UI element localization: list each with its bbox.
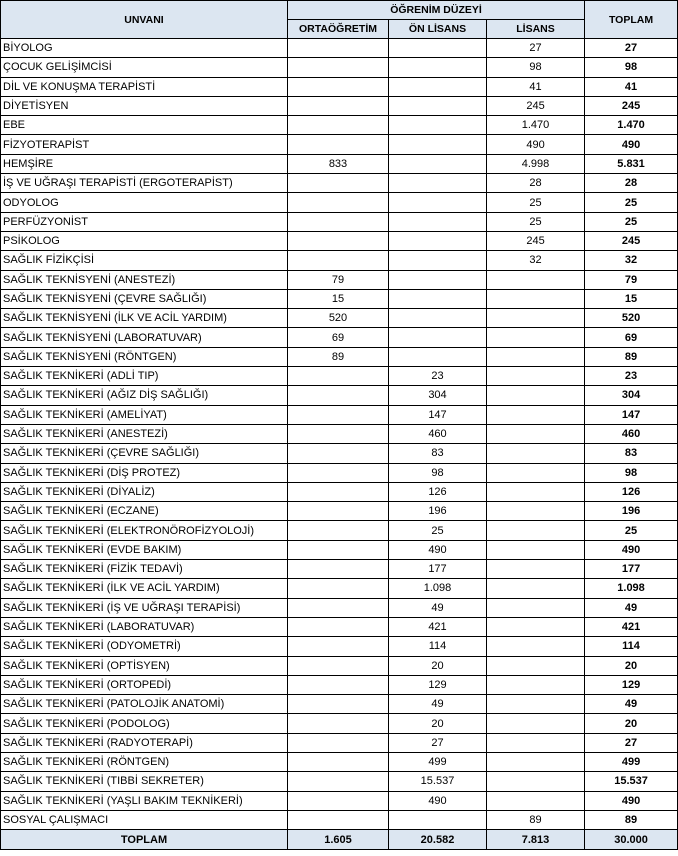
cell-unvani: SAĞLIK TEKNİKERİ (RÖNTGEN) xyxy=(1,752,288,771)
cell-on-lisans xyxy=(389,231,487,250)
table-row xyxy=(1,521,678,540)
cell-toplam: 490 xyxy=(585,791,678,810)
cell-unvani: SAĞLIK TEKNİKERİ (YAŞLI BAKIM TEKNİKERİ) xyxy=(1,791,288,810)
cell-toplam: 41 xyxy=(585,77,678,96)
cell-ortaogretim xyxy=(288,58,389,77)
cell-lisans: 98 xyxy=(487,58,585,77)
cell-on-lisans xyxy=(389,135,487,154)
cell-lisans xyxy=(487,772,585,791)
table-row xyxy=(1,656,678,675)
cell-on-lisans: 49 xyxy=(389,598,487,617)
cell-lisans xyxy=(487,540,585,559)
cell-ortaogretim xyxy=(288,405,389,424)
cell-unvani: SAĞLIK TEKNİKERİ (ANESTEZİ) xyxy=(1,424,288,443)
cell-on-lisans xyxy=(389,289,487,308)
cell-lisans: 28 xyxy=(487,174,585,193)
cell-ortaogretim: 89 xyxy=(288,347,389,366)
cell-lisans xyxy=(487,521,585,540)
header-lisans: LİSANS xyxy=(487,20,585,39)
cell-lisans xyxy=(487,695,585,714)
header-ortaogretim: ORTAÖĞRETİM xyxy=(288,20,389,39)
cell-on-lisans: 490 xyxy=(389,540,487,559)
cell-ortaogretim xyxy=(288,212,389,231)
cell-unvani: SAĞLIK TEKNİKERİ (ECZANE) xyxy=(1,502,288,521)
cell-unvani: DİYETİSYEN xyxy=(1,96,288,115)
cell-ortaogretim xyxy=(288,560,389,579)
cell-unvani: SAĞLIK TEKNİKERİ (FİZİK TEDAVİ) xyxy=(1,560,288,579)
table-row xyxy=(1,752,678,771)
table-header xyxy=(1,1,678,39)
cell-on-lisans xyxy=(389,328,487,347)
cell-lisans xyxy=(487,367,585,386)
table-row xyxy=(1,367,678,386)
cell-lisans xyxy=(487,386,585,405)
table-row xyxy=(1,560,678,579)
cell-toplam: 83 xyxy=(585,444,678,463)
cell-unvani: SAĞLIK TEKNİKERİ (OPTİSYEN) xyxy=(1,656,288,675)
cell-on-lisans: 20 xyxy=(389,656,487,675)
header-unvani: UNVANI xyxy=(1,1,288,39)
table-row xyxy=(1,598,678,617)
table-row xyxy=(1,695,678,714)
cell-toplam: 129 xyxy=(585,675,678,694)
cell-toplam: 69 xyxy=(585,328,678,347)
cell-toplam: 196 xyxy=(585,502,678,521)
cell-on-lisans xyxy=(389,154,487,173)
cell-unvani: HEMŞİRE xyxy=(1,154,288,173)
table-row xyxy=(1,675,678,694)
cell-ortaogretim xyxy=(288,617,389,636)
cell-lisans xyxy=(487,560,585,579)
cell-lisans xyxy=(487,405,585,424)
cell-on-lisans: 20 xyxy=(389,714,487,733)
cell-lisans xyxy=(487,714,585,733)
table-row xyxy=(1,174,678,193)
table-row xyxy=(1,502,678,521)
cell-on-lisans: 304 xyxy=(389,386,487,405)
cell-toplam: 421 xyxy=(585,617,678,636)
table-row xyxy=(1,96,678,115)
cell-ortaogretim xyxy=(288,193,389,212)
cell-unvani: SAĞLIK FİZİKÇİSİ xyxy=(1,251,288,270)
table-row xyxy=(1,135,678,154)
cell-toplam: 147 xyxy=(585,405,678,424)
cell-on-lisans xyxy=(389,309,487,328)
cell-on-lisans: 15.537 xyxy=(389,772,487,791)
table-row xyxy=(1,714,678,733)
cell-lisans xyxy=(487,347,585,366)
table-row xyxy=(1,617,678,636)
cell-toplam: 15.537 xyxy=(585,772,678,791)
header-on-lisans: ÖN LİSANS xyxy=(389,20,487,39)
cell-on-lisans: 490 xyxy=(389,791,487,810)
cell-unvani: SAĞLIK TEKNİKERİ (İŞ VE UĞRAŞI TERAPİSİ) xyxy=(1,598,288,617)
cell-toplam: 20 xyxy=(585,656,678,675)
cell-lisans xyxy=(487,598,585,617)
cell-ortaogretim: 69 xyxy=(288,328,389,347)
cell-toplam: 27 xyxy=(585,733,678,752)
table-row xyxy=(1,328,678,347)
cell-unvani: SAĞLIK TEKNİKERİ (ORTOPEDİ) xyxy=(1,675,288,694)
cell-unvani: PERFÜZYONİST xyxy=(1,212,288,231)
table-row xyxy=(1,637,678,656)
cell-toplam: 98 xyxy=(585,463,678,482)
cell-on-lisans: 147 xyxy=(389,405,487,424)
cell-toplam: 89 xyxy=(585,347,678,366)
cell-ortaogretim xyxy=(288,367,389,386)
cell-unvani: BİYOLOG xyxy=(1,39,288,58)
cell-on-lisans xyxy=(389,116,487,135)
cell-ortaogretim xyxy=(288,752,389,771)
cell-unvani: ÇOCUK GELİŞİMCİSİ xyxy=(1,58,288,77)
table-row xyxy=(1,347,678,366)
table-row xyxy=(1,424,678,443)
table-row xyxy=(1,309,678,328)
cell-ortaogretim xyxy=(288,502,389,521)
table-row xyxy=(1,251,678,270)
cell-toplam: 245 xyxy=(585,96,678,115)
cell-toplam: 49 xyxy=(585,695,678,714)
header-ogrenim-duzeyi: ÖĞRENİM DÜZEYİ xyxy=(288,1,585,20)
cell-on-lisans: 499 xyxy=(389,752,487,771)
cell-lisans: 1.470 xyxy=(487,116,585,135)
cell-ortaogretim xyxy=(288,116,389,135)
cell-ortaogretim: 833 xyxy=(288,154,389,173)
cell-unvani: SAĞLIK TEKNİKERİ (LABORATUVAR) xyxy=(1,617,288,636)
cell-unvani: SAĞLIK TEKNİKERİ (ODYOMETRİ) xyxy=(1,637,288,656)
cell-ortaogretim xyxy=(288,733,389,752)
cell-lisans: 4.998 xyxy=(487,154,585,173)
cell-unvani: SAĞLIK TEKNİSYENİ (LABORATUVAR) xyxy=(1,328,288,347)
cell-lisans: 41 xyxy=(487,77,585,96)
cell-on-lisans xyxy=(389,193,487,212)
cell-toplam: 304 xyxy=(585,386,678,405)
cell-unvani: SAĞLIK TEKNİKERİ (ADLİ TIP) xyxy=(1,367,288,386)
cell-toplam: 520 xyxy=(585,309,678,328)
cell-lisans xyxy=(487,617,585,636)
cell-lisans xyxy=(487,289,585,308)
cell-lisans xyxy=(487,656,585,675)
cell-toplam: 27 xyxy=(585,39,678,58)
cell-lisans xyxy=(487,463,585,482)
cell-unvani: İŞ VE UĞRAŞI TERAPİSTİ (ERGOTERAPİST) xyxy=(1,174,288,193)
cell-ortaogretim xyxy=(288,96,389,115)
total-label: TOPLAM xyxy=(1,830,288,850)
cell-unvani: SAĞLIK TEKNİKERİ (DİYALİZ) xyxy=(1,482,288,501)
table-row xyxy=(1,540,678,559)
cell-unvani: EBE xyxy=(1,116,288,135)
table-row xyxy=(1,77,678,96)
cell-on-lisans: 421 xyxy=(389,617,487,636)
cell-ortaogretim xyxy=(288,482,389,501)
cell-toplam: 98 xyxy=(585,58,678,77)
cell-on-lisans: 196 xyxy=(389,502,487,521)
total-lisans: 7.813 xyxy=(487,830,585,850)
cell-toplam: 126 xyxy=(585,482,678,501)
cell-ortaogretim xyxy=(288,810,389,829)
cell-unvani: SAĞLIK TEKNİKERİ (TIBBİ SEKRETER) xyxy=(1,772,288,791)
cell-unvani: SAĞLIK TEKNİKERİ (PODOLOG) xyxy=(1,714,288,733)
cell-on-lisans xyxy=(389,58,487,77)
cell-on-lisans: 460 xyxy=(389,424,487,443)
cell-lisans: 32 xyxy=(487,251,585,270)
cell-ortaogretim xyxy=(288,656,389,675)
cell-ortaogretim xyxy=(288,77,389,96)
cell-lisans: 25 xyxy=(487,212,585,231)
cell-on-lisans: 177 xyxy=(389,560,487,579)
cell-lisans xyxy=(487,328,585,347)
cell-ortaogretim xyxy=(288,135,389,154)
table-row xyxy=(1,463,678,482)
cell-toplam: 23 xyxy=(585,367,678,386)
cell-on-lisans xyxy=(389,251,487,270)
table-row xyxy=(1,405,678,424)
cell-on-lisans xyxy=(389,212,487,231)
cell-on-lisans: 23 xyxy=(389,367,487,386)
cell-toplam: 245 xyxy=(585,231,678,250)
cell-on-lisans xyxy=(389,77,487,96)
cell-lisans xyxy=(487,309,585,328)
cell-on-lisans xyxy=(389,39,487,58)
cell-on-lisans: 83 xyxy=(389,444,487,463)
cell-ortaogretim xyxy=(288,174,389,193)
cell-lisans xyxy=(487,733,585,752)
cell-lisans xyxy=(487,791,585,810)
cell-toplam: 25 xyxy=(585,193,678,212)
cell-ortaogretim xyxy=(288,579,389,598)
table-row xyxy=(1,733,678,752)
total-toplam: 30.000 xyxy=(585,830,678,850)
cell-ortaogretim: 79 xyxy=(288,270,389,289)
table-row xyxy=(1,116,678,135)
table-row xyxy=(1,231,678,250)
cell-on-lisans: 1.098 xyxy=(389,579,487,598)
cell-unvani: SAĞLIK TEKNİKERİ (AMELİYAT) xyxy=(1,405,288,424)
cell-ortaogretim xyxy=(288,444,389,463)
cell-ortaogretim xyxy=(288,424,389,443)
table-row xyxy=(1,444,678,463)
table-row xyxy=(1,270,678,289)
cell-unvani: ODYOLOG xyxy=(1,193,288,212)
cell-toplam: 25 xyxy=(585,521,678,540)
cell-lisans: 490 xyxy=(487,135,585,154)
cell-ortaogretim xyxy=(288,521,389,540)
cell-on-lisans xyxy=(389,174,487,193)
cell-lisans: 27 xyxy=(487,39,585,58)
cell-ortaogretim: 520 xyxy=(288,309,389,328)
cell-toplam: 1.098 xyxy=(585,579,678,598)
table-row xyxy=(1,386,678,405)
cell-on-lisans xyxy=(389,347,487,366)
cell-ortaogretim: 15 xyxy=(288,289,389,308)
cell-on-lisans: 25 xyxy=(389,521,487,540)
cell-toplam: 28 xyxy=(585,174,678,193)
cell-on-lisans: 27 xyxy=(389,733,487,752)
cell-toplam: 49 xyxy=(585,598,678,617)
total-ortaogretim: 1.605 xyxy=(288,830,389,850)
cell-ortaogretim xyxy=(288,791,389,810)
table-body xyxy=(1,39,678,830)
cell-ortaogretim xyxy=(288,251,389,270)
total-row xyxy=(1,830,678,850)
cell-lisans xyxy=(487,637,585,656)
cell-toplam: 15 xyxy=(585,289,678,308)
cell-ortaogretim xyxy=(288,695,389,714)
cell-lisans xyxy=(487,444,585,463)
cell-lisans xyxy=(487,502,585,521)
cell-lisans xyxy=(487,482,585,501)
cell-unvani: SAĞLIK TEKNİKERİ (RADYOTERAPİ) xyxy=(1,733,288,752)
cell-toplam: 32 xyxy=(585,251,678,270)
cell-unvani: DİL VE KONUŞMA TERAPİSTİ xyxy=(1,77,288,96)
cell-lisans xyxy=(487,270,585,289)
cell-unvani: SAĞLIK TEKNİKERİ (İLK VE ACİL YARDIM) xyxy=(1,579,288,598)
cell-lisans xyxy=(487,424,585,443)
cell-ortaogretim xyxy=(288,231,389,250)
cell-unvani: SAĞLIK TEKNİKERİ (AĞIZ DİŞ SAĞLIĞI) xyxy=(1,386,288,405)
cell-ortaogretim xyxy=(288,598,389,617)
cell-unvani: FİZYOTERAPİST xyxy=(1,135,288,154)
cell-unvani: SAĞLIK TEKNİSYENİ (RÖNTGEN) xyxy=(1,347,288,366)
cell-ortaogretim xyxy=(288,714,389,733)
total-on-lisans: 20.582 xyxy=(389,830,487,850)
cell-unvani: SAĞLIK TEKNİKERİ (DİŞ PROTEZ) xyxy=(1,463,288,482)
cell-toplam: 177 xyxy=(585,560,678,579)
cell-unvani: SAĞLIK TEKNİKERİ (EVDE BAKIM) xyxy=(1,540,288,559)
cell-on-lisans: 126 xyxy=(389,482,487,501)
cell-unvani: SAĞLIK TEKNİKERİ (ELEKTRONÖROFİZYOLOJİ) xyxy=(1,521,288,540)
cell-on-lisans xyxy=(389,810,487,829)
cell-ortaogretim xyxy=(288,540,389,559)
cell-unvani: SOSYAL ÇALIŞMACI xyxy=(1,810,288,829)
cell-toplam: 490 xyxy=(585,135,678,154)
cell-on-lisans xyxy=(389,270,487,289)
cell-lisans xyxy=(487,752,585,771)
cell-ortaogretim xyxy=(288,386,389,405)
cell-ortaogretim xyxy=(288,772,389,791)
table-row xyxy=(1,58,678,77)
table-row xyxy=(1,39,678,58)
table-footer xyxy=(1,830,678,850)
table-row xyxy=(1,791,678,810)
cell-lisans: 245 xyxy=(487,96,585,115)
cell-ortaogretim xyxy=(288,39,389,58)
cell-toplam: 460 xyxy=(585,424,678,443)
cell-unvani: SAĞLIK TEKNİSYENİ (ANESTEZİ) xyxy=(1,270,288,289)
cell-unvani: SAĞLIK TEKNİSYENİ (İLK VE ACİL YARDIM) xyxy=(1,309,288,328)
table-row xyxy=(1,810,678,829)
cell-on-lisans: 49 xyxy=(389,695,487,714)
cell-toplam: 1.470 xyxy=(585,116,678,135)
cell-toplam: 5.831 xyxy=(585,154,678,173)
cell-ortaogretim xyxy=(288,637,389,656)
cell-unvani: SAĞLIK TEKNİKERİ (ÇEVRE SAĞLIĞI) xyxy=(1,444,288,463)
table-row xyxy=(1,482,678,501)
table-row xyxy=(1,579,678,598)
cell-lisans: 245 xyxy=(487,231,585,250)
cell-toplam: 89 xyxy=(585,810,678,829)
cell-toplam: 499 xyxy=(585,752,678,771)
cell-toplam: 79 xyxy=(585,270,678,289)
table-row xyxy=(1,289,678,308)
table-row xyxy=(1,154,678,173)
cell-lisans xyxy=(487,579,585,598)
header-toplam: TOPLAM xyxy=(585,1,678,39)
cell-on-lisans xyxy=(389,96,487,115)
cell-ortaogretim xyxy=(288,463,389,482)
cell-unvani: SAĞLIK TEKNİSYENİ (ÇEVRE SAĞLIĞI) xyxy=(1,289,288,308)
cell-toplam: 25 xyxy=(585,212,678,231)
cell-lisans: 89 xyxy=(487,810,585,829)
table-row xyxy=(1,772,678,791)
cell-lisans xyxy=(487,675,585,694)
cell-ortaogretim xyxy=(288,675,389,694)
table-row xyxy=(1,193,678,212)
cell-on-lisans: 129 xyxy=(389,675,487,694)
cell-unvani: PSİKOLOG xyxy=(1,231,288,250)
cell-on-lisans: 114 xyxy=(389,637,487,656)
cell-toplam: 490 xyxy=(585,540,678,559)
cell-on-lisans: 98 xyxy=(389,463,487,482)
table-row xyxy=(1,212,678,231)
cell-unvani: SAĞLIK TEKNİKERİ (PATOLOJİK ANATOMİ) xyxy=(1,695,288,714)
cell-toplam: 20 xyxy=(585,714,678,733)
cell-lisans: 25 xyxy=(487,193,585,212)
cell-toplam: 114 xyxy=(585,637,678,656)
